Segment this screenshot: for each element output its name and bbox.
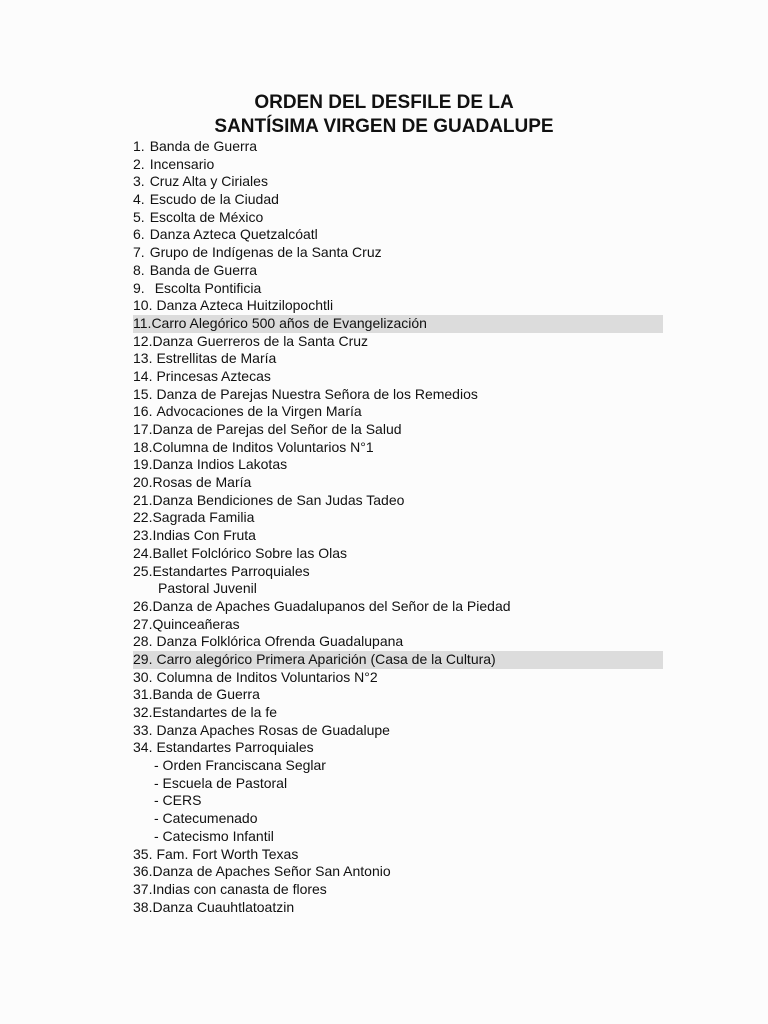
- list-item-number: 37.: [133, 880, 153, 897]
- list-item-number: 10.: [133, 297, 153, 314]
- list-item: [133, 209, 663, 227]
- list-item-text: Grupo de Indígenas de la Santa Cruz: [149, 244, 382, 261]
- list-item-number: 2.: [133, 155, 145, 172]
- list-item-number: 28.: [133, 633, 153, 650]
- list-item-number: 33.: [133, 721, 153, 738]
- list-item-number: 36.: [133, 863, 153, 880]
- list-item: [133, 598, 663, 616]
- list-item: [133, 456, 663, 474]
- list-item-text: Banda de Guerra: [149, 138, 258, 154]
- list-item-text: Incensario: [149, 155, 215, 172]
- list-item: [133, 421, 663, 439]
- list-item-text: Escudo de la Ciudad: [149, 191, 279, 208]
- list-item-number: 32.: [133, 704, 153, 720]
- list-item: [133, 262, 663, 280]
- list-item: [133, 739, 663, 757]
- list-item-number: 27.: [133, 615, 153, 632]
- list-item-number: 11.: [133, 314, 152, 331]
- list-item: [133, 686, 663, 704]
- list-item-text: Fam. Fort Worth Texas: [156, 845, 299, 862]
- list-item-number: 5.: [133, 208, 145, 225]
- list-item-number: 20.: [133, 474, 153, 491]
- list-item: [133, 810, 663, 828]
- list-item: [133, 474, 663, 492]
- list-item-text: Estandartes Parroquiales: [152, 562, 310, 579]
- list-item: [133, 350, 663, 368]
- list-item-text: Estandartes de la fe: [152, 704, 277, 720]
- list-item-number: 13.: [133, 350, 153, 367]
- list-item-text: Escolta Pontificia: [154, 279, 262, 296]
- list-item-text: Cruz Alta y Ciriales: [149, 173, 268, 190]
- list-item: [133, 297, 663, 315]
- list-item-text: - Catecismo Infantil: [154, 827, 274, 844]
- list-item-number: 6.: [133, 226, 145, 243]
- list-item-number: 35.: [133, 845, 153, 862]
- list-item: [133, 545, 663, 563]
- list-item-number: 24.: [133, 544, 153, 561]
- list-item-number: 7.: [133, 244, 145, 261]
- list-item-text: Danza Cuauhtlatoatzin: [152, 898, 295, 915]
- list-item-text: Banda de Guerra: [152, 686, 260, 703]
- list-item-text: Sagrada Familia: [152, 509, 255, 526]
- list-item-text: Indias Con Fruta: [152, 527, 256, 544]
- list-item: [133, 651, 663, 669]
- list-item: [133, 138, 663, 156]
- list-item: [133, 669, 663, 687]
- list-item: [133, 244, 663, 262]
- list-item: [133, 173, 663, 191]
- list-item: [133, 775, 663, 793]
- list-item-text: Quinceañeras: [152, 615, 240, 632]
- list-item-number: 22.: [133, 509, 153, 526]
- list-item: [133, 191, 663, 209]
- list-item-number: 18.: [133, 438, 153, 455]
- list-item-text: Columna de Inditos Voluntarios N°2: [156, 668, 378, 685]
- list-item-number: 38.: [133, 898, 153, 915]
- list-item-text: Escolta de México: [149, 208, 264, 225]
- list-item: [133, 704, 663, 722]
- list-item-number: 3.: [133, 173, 145, 190]
- list-item: [133, 881, 663, 899]
- list-item: [133, 492, 663, 510]
- list-item-text: Carro alegórico Primera Aparición (Casa de la Cultura): [156, 650, 496, 667]
- list-item-text: Danza Indios Lakotas: [152, 456, 288, 473]
- list-item-number: 17.: [133, 421, 153, 437]
- list-item: [133, 616, 663, 634]
- list-item: [133, 563, 663, 581]
- list-item: [133, 792, 663, 810]
- list-item: [133, 368, 663, 386]
- list-item-text: - Catecumenado: [154, 810, 258, 827]
- list-item: [133, 580, 663, 598]
- list-item-text: - CERS: [154, 792, 202, 809]
- list-item-text: Danza de Apaches Señor San Antonio: [152, 863, 391, 880]
- list-item-text: Danza Bendiciones de San Judas Tadeo: [152, 491, 405, 508]
- list-item-text: Pastoral Juvenil: [158, 580, 257, 597]
- list-item-text: Danza Guerreros de la Santa Cruz: [152, 332, 369, 349]
- list-item-number: 31.: [133, 686, 153, 703]
- list-item: [133, 280, 663, 298]
- list-item-text: Danza Azteca Huitzilopochtli: [156, 297, 334, 314]
- list-item: [133, 386, 663, 404]
- list-item-number: 29.: [133, 650, 153, 667]
- list-item-number: 16.: [133, 403, 153, 420]
- page-title-line-1: ORDEN DEL DESFILE DE LA: [254, 92, 514, 113]
- list-item: [133, 828, 663, 846]
- list-item: [133, 315, 663, 333]
- list-item-text: Columna de Inditos Voluntarios N°1: [152, 438, 374, 455]
- list-item-text: - Escuela de Pastoral: [154, 774, 288, 791]
- list-item: [133, 226, 663, 244]
- list-item-text: Indias con canasta de flores: [152, 880, 327, 897]
- list-item: [133, 899, 663, 917]
- list-item: [133, 439, 663, 457]
- list-item-text: Estandartes Parroquiales: [156, 739, 314, 756]
- list-item: [133, 403, 663, 421]
- list-item: [133, 863, 663, 881]
- parade-order-list: [133, 138, 663, 916]
- list-item-text: Princesas Aztecas: [156, 367, 271, 384]
- list-item-number: 4.: [133, 191, 145, 208]
- list-item-text: Estrellitas de María: [156, 350, 277, 367]
- list-item: [133, 156, 663, 174]
- list-item-text: Danza de Parejas del Señor de la Salud: [152, 421, 402, 437]
- list-item-number: 12.: [133, 332, 153, 349]
- list-item-text: Danza Azteca Quetzalcóatl: [149, 226, 318, 243]
- list-item: [133, 527, 663, 545]
- list-item-number: 26.: [133, 597, 153, 614]
- list-item-number: 23.: [133, 527, 153, 544]
- list-item-text: - Orden Franciscana Seglar: [154, 757, 326, 774]
- list-item-text: Ballet Folclórico Sobre las Olas: [152, 544, 347, 561]
- list-item-number: 19.: [133, 456, 153, 473]
- list-item: [133, 509, 663, 527]
- list-item-text: Danza Apaches Rosas de Guadalupe: [156, 721, 390, 738]
- list-item-number: 14.: [133, 367, 153, 384]
- list-item-number: 1.: [133, 138, 145, 154]
- list-item-number: 8.: [133, 261, 145, 278]
- list-item-number: 34.: [133, 739, 153, 756]
- list-item-number: 25.: [133, 562, 153, 579]
- list-item-number: 21.: [133, 491, 153, 508]
- list-item-text: Advocaciones de la Virgen María: [156, 403, 362, 420]
- list-item-text: Danza de Parejas Nuestra Señora de los Remedios: [156, 385, 478, 402]
- list-item-text: Rosas de María: [152, 474, 252, 491]
- list-item-text: Danza de Apaches Guadalupanos del Señor de la Piedad: [152, 597, 511, 614]
- page-title-line-2: SANTÍSIMA VIRGEN DE GUADALUPE: [214, 116, 554, 137]
- list-item-text: Banda de Guerra: [149, 261, 258, 278]
- list-item: [133, 757, 663, 775]
- list-item-number: 9.: [133, 279, 145, 296]
- list-item: [133, 722, 663, 740]
- list-item-number: 30.: [133, 668, 153, 685]
- list-item-text: Danza Folklórica Ofrenda Guadalupana: [156, 633, 404, 650]
- list-item: [133, 846, 663, 864]
- list-item-text: Carro Alegórico 500 años de Evangelización: [151, 314, 427, 331]
- list-item: [133, 633, 663, 651]
- list-item-number: 15.: [133, 385, 153, 402]
- list-item: [133, 333, 663, 351]
